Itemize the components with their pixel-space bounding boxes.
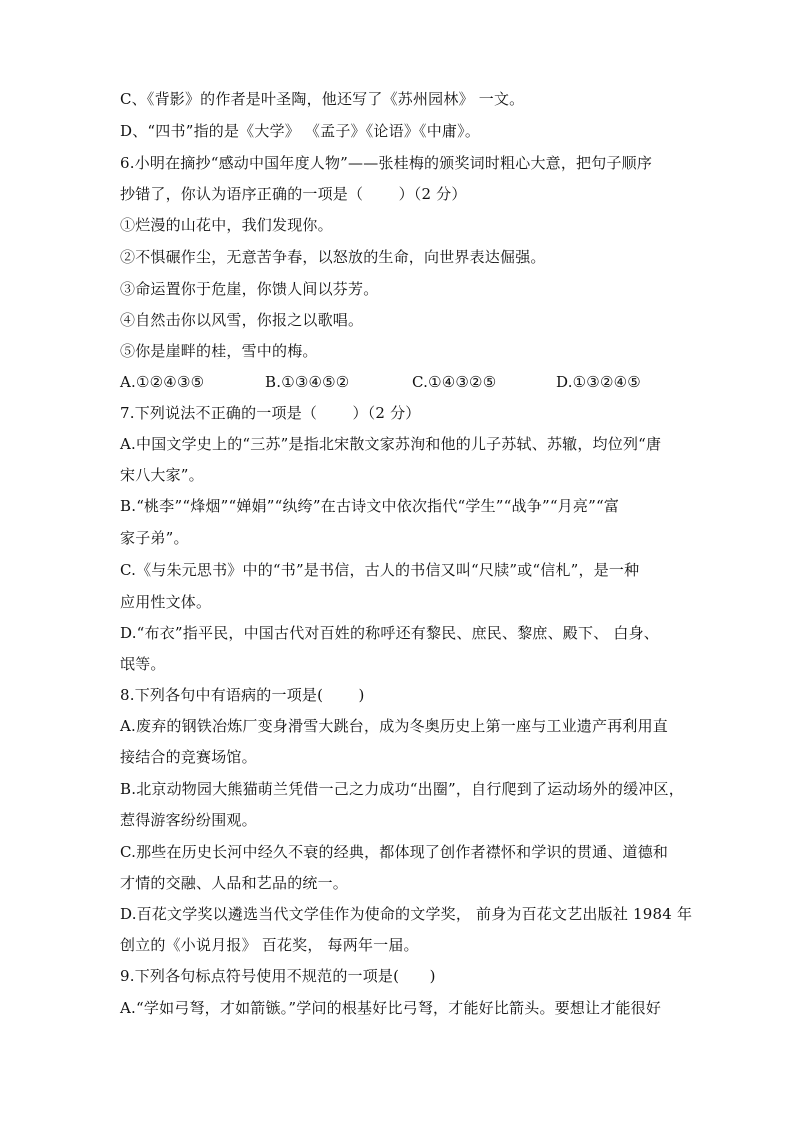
q7-option-d-cont: 氓等。	[120, 655, 166, 673]
q7-option-a: A.中国文学史上的“三苏”是指北宋散文家苏洵和他的儿子苏轼、苏辙，均位列“唐	[120, 435, 662, 453]
q8-option-b-cont: 惹得游客纷纷围观。	[120, 811, 257, 829]
q8-stem: 8.下列各句中有语病的一项是( )	[120, 686, 365, 704]
q7-option-b: B.“桃李”“烽烟”“婵娟”“纨绔”在古诗文中依次指代“学生”“战争”“月亮”“富	[120, 497, 620, 515]
q7-stem: 7.下列说法不正确的一项是（ ）（2 分）	[120, 404, 421, 422]
q8-option-a: A.废弃的钢铁冶炼厂变身滑雪大跳台，成为冬奥历史上第一座与工业遗产再利用直	[120, 717, 669, 735]
q6-sentence-1: ①烂漫的山花中，我们发现你。	[120, 216, 333, 234]
q6-sentence-2: ②不惧碾作尘，无意苦争春，以怒放的生命，向世界表达倔强。	[120, 248, 546, 266]
q8-option-c-cont: 才情的交融、人品和艺品的统一。	[120, 874, 349, 892]
q7-option-c-cont: 应用性文体。	[120, 593, 212, 611]
q6-option-d: D.①③②④⑤	[556, 373, 641, 391]
q6-sentence-3: ③命运置你于危崖，你馈人间以芬芳。	[120, 280, 379, 298]
q9-option-a: A.“学如弓弩，才如箭镞。”学问的根基好比弓弩，才能好比箭头。要想让才能很好	[120, 999, 662, 1017]
q6-sentence-4: ④自然击你以风雪，你报之以歌唱。	[120, 311, 364, 329]
q9-stem: 9.下列各句标点符号使用不规范的一项是( )	[120, 967, 436, 985]
q8-option-c: C.那些在历史长河中经久不衰的经典，都体现了创作者襟怀和学识的贯通、道德和	[120, 843, 669, 861]
q6-stem: 6.小明在摘抄“感动中国年度人物”——张桂梅的颁奖词时粗心大意，把句子顺序	[120, 154, 653, 172]
q7-option-a-cont: 宋八大家”。	[120, 466, 204, 484]
q7-option-c: C.《与朱元思书》中的“书”是书信，古人的书信又叫“尺牍”或“信札”，是一种	[120, 561, 640, 579]
q6-sentence-5: ⑤你是崖畔的桂，雪中的梅。	[120, 342, 318, 360]
q7-option-b-cont: 家子弟”。	[120, 529, 189, 547]
q6-option-a: A.①②④③⑤	[120, 373, 205, 391]
q8-option-d-cont: 创立的《小说月报》 百花奖， 每两年一届。	[120, 936, 419, 954]
q5-option-c: C、《背影》的作者是叶圣陶，他还写了《苏州园林》 一文。	[120, 90, 525, 108]
q8-option-a-cont: 接结合的竞赛场馆。	[120, 748, 257, 766]
q8-option-d: D.百花文学奖以遴选当代文学佳作为使命的文学奖， 前身为百花文艺出版社 1984 年	[120, 905, 693, 923]
q6-option-c: C.①④③②⑤	[412, 373, 497, 391]
q6-options	[120, 372, 680, 392]
q6-stem-cont: 抄错了，你认为语序正确的一项是（ ）（2 分）	[120, 185, 467, 203]
q5-option-d: D、“四书”指的是《大学》 《孟子》《论语》《中庸》。	[120, 122, 481, 140]
q6-option-b: B.①③④⑤②	[265, 373, 350, 391]
q7-option-d: D.“布衣”指平民，中国古代对百姓的称呼还有黎民、庶民、黎庶、殿下、 白身、	[120, 624, 659, 642]
q8-option-b: B.北京动物园大熊猫萌兰凭借一己之力成功“出圈”，自行爬到了运动场外的缓冲区，	[120, 780, 684, 798]
